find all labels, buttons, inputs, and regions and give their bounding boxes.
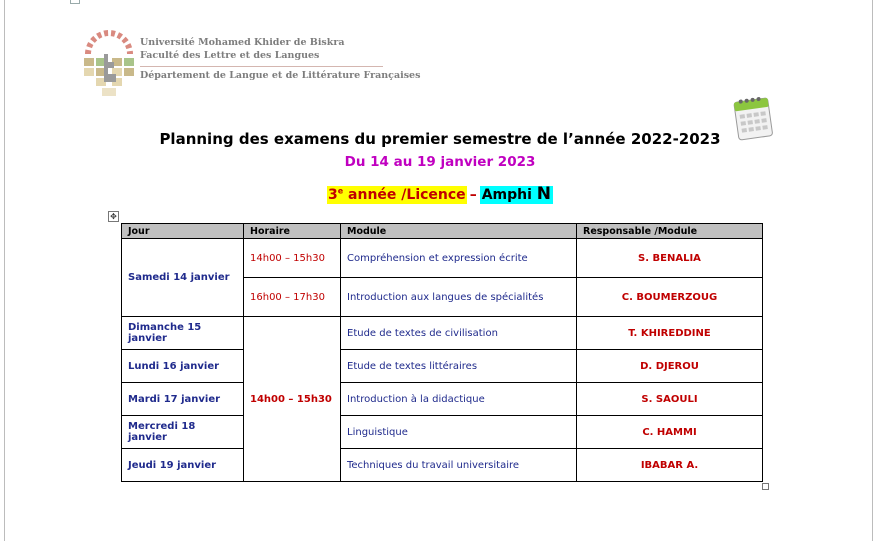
table-row xyxy=(122,350,763,383)
day-cell: Dimanche 15 janvier xyxy=(122,317,244,350)
header-responsable: Responsable /Module xyxy=(577,224,763,239)
day-cell: Mercredi 18 janvier xyxy=(122,416,244,449)
responsable-cell: D. DJEROU xyxy=(577,350,763,383)
table-row xyxy=(122,383,763,416)
responsable-cell: T. KHIREDDINE xyxy=(577,317,763,350)
responsable-cell: S. SAOULI xyxy=(577,383,763,416)
level-line xyxy=(0,184,880,204)
table-row xyxy=(122,317,763,350)
table-move-icon[interactable]: ✥ xyxy=(108,211,119,222)
module-cell: Introduction à la didactique xyxy=(341,383,577,416)
day-cell: Mardi 17 janvier xyxy=(122,383,244,416)
module-cell: Linguistique xyxy=(341,416,577,449)
date-range: Du 14 au 19 janvier 2023 xyxy=(344,154,536,170)
time-cell: 14h00 – 15h30 xyxy=(244,317,341,482)
header-divider xyxy=(140,66,383,67)
level-text: année /Licence xyxy=(343,187,466,203)
header-horaire: Horaire xyxy=(244,224,341,239)
level-separator: – xyxy=(469,187,477,203)
table-row xyxy=(122,449,763,482)
module-cell: Introduction aux langues de spécialités xyxy=(341,278,577,317)
day-cell: Jeudi 19 janvier xyxy=(122,449,244,482)
exam-schedule-table xyxy=(121,223,763,482)
module-cell: Techniques du travail universitaire xyxy=(341,449,577,482)
responsable-cell: S. BENALIA xyxy=(577,239,763,278)
module-cell: Etude de textes littéraires xyxy=(341,350,577,383)
day-cell: Samedi 14 janvier xyxy=(122,239,244,317)
level-number: 3 xyxy=(327,187,338,203)
university-name: Université Mohamed Khider de Biskra xyxy=(140,37,345,48)
university-logo-icon xyxy=(80,24,138,98)
university-header xyxy=(140,37,420,83)
amphi-letter: N xyxy=(536,184,552,204)
faculty-name: Faculté des Lettre et des Langues xyxy=(140,49,320,61)
amphi-text: Amphi xyxy=(481,187,537,203)
module-cell: Compréhension et expression écrite xyxy=(341,239,577,278)
header-module: Module xyxy=(341,224,577,239)
department-name: Département de Langue et de Littérature Françaises xyxy=(140,70,421,81)
table-row xyxy=(122,239,763,278)
table-row xyxy=(122,416,763,449)
table-header-row xyxy=(122,224,763,239)
time-cell: 14h00 – 15h30 xyxy=(244,239,341,278)
time-cell: 16h00 – 17h30 xyxy=(244,278,341,317)
page-corner-mark xyxy=(70,0,80,4)
responsable-cell: C. HAMMI xyxy=(577,416,763,449)
table-resize-handle[interactable] xyxy=(762,483,769,490)
amphi-label xyxy=(480,186,553,204)
module-cell: Etude de textes de civilisation xyxy=(341,317,577,350)
document-title: Planning des examens du premier semestre de l’année 2022-2023 xyxy=(159,130,721,148)
level-label xyxy=(327,186,467,204)
responsable-cell: IBABAR A. xyxy=(577,449,763,482)
level-superscript: e xyxy=(337,186,344,196)
header-jour: Jour xyxy=(122,224,244,239)
day-cell: Lundi 16 janvier xyxy=(122,350,244,383)
responsable-cell: C. BOUMERZOUG xyxy=(577,278,763,317)
